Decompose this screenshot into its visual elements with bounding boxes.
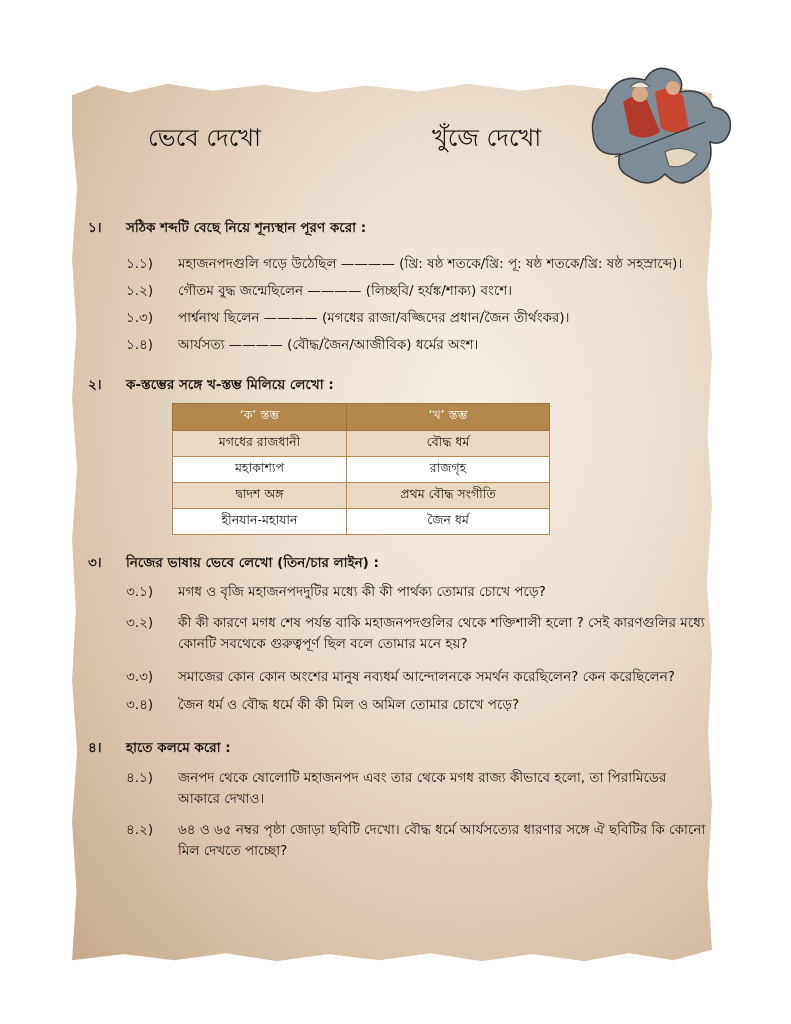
item-number: ৩.১) xyxy=(126,584,154,600)
heading-find: খুঁজে দেখো xyxy=(432,124,542,152)
question-title: সঠিক শব্দটি বেছে নিয়ে শূন্যস্থান পূরণ করো : xyxy=(126,220,367,236)
table-row xyxy=(173,431,550,457)
item-number: ৩.৪) xyxy=(126,697,154,713)
item-number: ৪.২) xyxy=(126,822,154,838)
item-number: ১.২) xyxy=(126,283,154,299)
table-cell: জৈন ধর্ম xyxy=(346,509,549,535)
table-cell: বৌদ্ধ ধর্ম xyxy=(346,431,549,457)
item-text: আর্যসত্য ———— (বৌদ্ধ/জৈন/আজীবিক) ধর্মের অংশ। xyxy=(178,337,479,353)
item-text: কী কী কারণে মগধ শেষ পর্যন্ত বাকি মহাজনপদগুলির থেকে শক্তিশালী হলো ? সেই কারণগুলির মধ্যে কোনটি সবথেকে গুরুত্বপূর্ণ ছিল বলে তোমার মনে হয়? xyxy=(178,615,705,652)
item-text: সমাজের কোন কোন অংশের মানুষ নব্যধর্ম আন্দোলনকে সমর্থন করেছিলেন? কেন করেছিলেন? xyxy=(178,669,675,685)
item-number: ১.৪) xyxy=(126,337,154,353)
item-number: ১.১) xyxy=(126,256,154,272)
table-cell: প্রথম বৌদ্ধ সংগীতি xyxy=(346,483,549,509)
question-number: ৩। xyxy=(88,555,102,571)
question-title: হাতে কলমে করো : xyxy=(126,740,231,756)
table-row xyxy=(173,483,550,509)
puzzle-illustration xyxy=(585,62,735,192)
item-number: ৪.১) xyxy=(126,770,154,786)
table-cell: মহাকাশ্যপ xyxy=(173,457,347,483)
question-title: নিজের ভাষায় ভেবে লেখো (তিন/চার লাইন) : xyxy=(126,555,379,571)
table-cell: হীনযান-মহাযান xyxy=(173,509,347,535)
column-header-kha: ‘খ’ স্তম্ভ xyxy=(346,404,549,431)
item-text: গৌতম বুদ্ধ জন্মেছিলেন ———— (লিচ্ছবি/ হর্যঙ্ক/শাক্য) বংশে। xyxy=(178,283,513,299)
item-text: জৈন ধর্ম ও বৌদ্ধ ধর্মে কী কী মিল ও অমিল তোমার চোখে পড়ে? xyxy=(178,697,520,713)
question-number: ২। xyxy=(88,377,102,393)
item-number: ৩.৩) xyxy=(126,669,154,685)
item-text: পার্শ্বনাথ ছিলেন ———— (মগধের রাজা/বজ্জিদের প্রধান/জৈন তীর্থংকর)। xyxy=(178,310,570,326)
question-title: ক-স্তম্ভের সঙ্গে খ-স্তম্ভ মিলিয়ে লেখো : xyxy=(126,377,334,393)
item-text: মগধ ও বৃজি মহাজনপদদুটির মধ্যে কী কী পার্থক্য তোমার চোখে পড়ে? xyxy=(178,584,546,600)
column-header-ka: ‘ক’ স্তম্ভ xyxy=(173,404,347,431)
matching-table xyxy=(172,403,550,535)
item-number: ৩.২) xyxy=(126,615,154,631)
table-cell: রাজগৃহ xyxy=(346,457,549,483)
heading-think: ভেবে দেখো xyxy=(148,124,261,152)
item-text: মহাজনপদগুলি গড়ে উঠেছিল ———— (খ্রি: ষষ্ঠ শতকে/খ্রি: পূ: ষষ্ঠ শতকে/খ্রি: ষষ্ঠ সহস্রাব্দে)। xyxy=(178,256,683,272)
table-cell: মগধের রাজধানী xyxy=(173,431,347,457)
table-row xyxy=(173,509,550,535)
table-row xyxy=(173,457,550,483)
table-cell: দ্বাদশ অঙ্গ xyxy=(173,483,347,509)
item-text: জনপদ থেকে ষোলোটি মহাজনপদ এবং তার থেকে মগধ রাজ্য কীভাবে হলো, তা পিরামিডের আকারে দেখাও। xyxy=(178,770,667,807)
item-number: ১.৩) xyxy=(126,310,154,326)
question-number: ১। xyxy=(88,220,102,236)
question-number: ৪। xyxy=(88,740,102,756)
item-text: ৬৪ ও ৬৫ নম্বর পৃষ্ঠা জোড়া ছবিটি দেখো। বৌদ্ধ ধর্মে আর্যসত্যের ধারণার সঙ্গে ঐ ছবিটির কি কোনো মিল দেখতে পাচ্ছো? xyxy=(178,822,706,859)
